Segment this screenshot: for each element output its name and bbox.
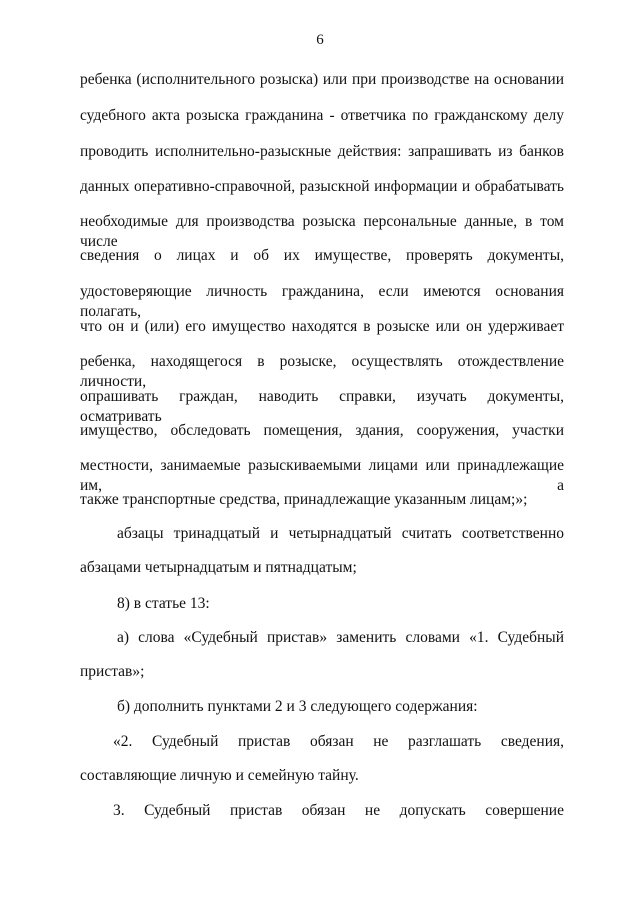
point-2-line-2: составляющие личную и семейную тайну. bbox=[80, 767, 359, 784]
text-line-12: местности, занимаемые разыскиваемыми лицами или принадлежащие им, а bbox=[80, 457, 564, 494]
text-line-7: удостоверяющие личность гражданина, если имеются основания полагать, bbox=[80, 283, 564, 320]
point-2-line-1: «2. Судебный пристав обязан не разглашать сведения, bbox=[113, 733, 564, 750]
item-b-line: б) дополнить пунктами 2 и 3 следующего содержания: bbox=[117, 698, 478, 715]
text-line-10: опрашивать граждан, наводить справки, изучать документы, осматривать bbox=[80, 388, 564, 425]
text-line-2: судебного акта розыска гражданина - ответчика по гражданскому делу bbox=[80, 107, 564, 124]
page-number: 6 bbox=[316, 32, 324, 48]
text-line-11: имущество, обследовать помещения, здания, сооружения, участки bbox=[80, 422, 564, 439]
text-line-13: также транспортные средства, принадлежащие указанным лицам;»; bbox=[80, 491, 528, 508]
point-3-line-1: 3. Судебный пристав обязан не допускать совершение bbox=[113, 802, 564, 819]
text-line-9: ребенка, находящегося в розыске, осуществлять отождествление личности, bbox=[80, 353, 564, 390]
text-line-6: сведения о лицах и об их имуществе, проверять документы, bbox=[80, 247, 564, 264]
paragraph-abzacy-line-1: абзацы тринадцатый и четырнадцатый считать соответственно bbox=[117, 525, 564, 542]
text-line-3: проводить исполнительно-разыскные действия: запрашивать из банков bbox=[80, 143, 564, 160]
item-a-line-1: а) слова «Судебный пристав» заменить словами «1. Судебный bbox=[117, 629, 564, 646]
item-8-heading: 8) в статье 13: bbox=[117, 595, 210, 612]
text-line-5: необходимые для производства розыска персональные данные, в том числе bbox=[80, 213, 564, 250]
text-line-8: что он и (или) его имущество находятся в розыске или он удерживает bbox=[80, 318, 564, 335]
text-line-4: данных оперативно-справочной, разыскной информации и обрабатывать bbox=[80, 178, 564, 195]
paragraph-abzacy-line-2: абзацами четырнадцатым и пятнадцатым; bbox=[80, 559, 357, 576]
text-line-1: ребенка (исполнительного розыска) или при производстве на основании bbox=[80, 71, 564, 88]
item-a-line-2: пристав»; bbox=[80, 663, 145, 680]
